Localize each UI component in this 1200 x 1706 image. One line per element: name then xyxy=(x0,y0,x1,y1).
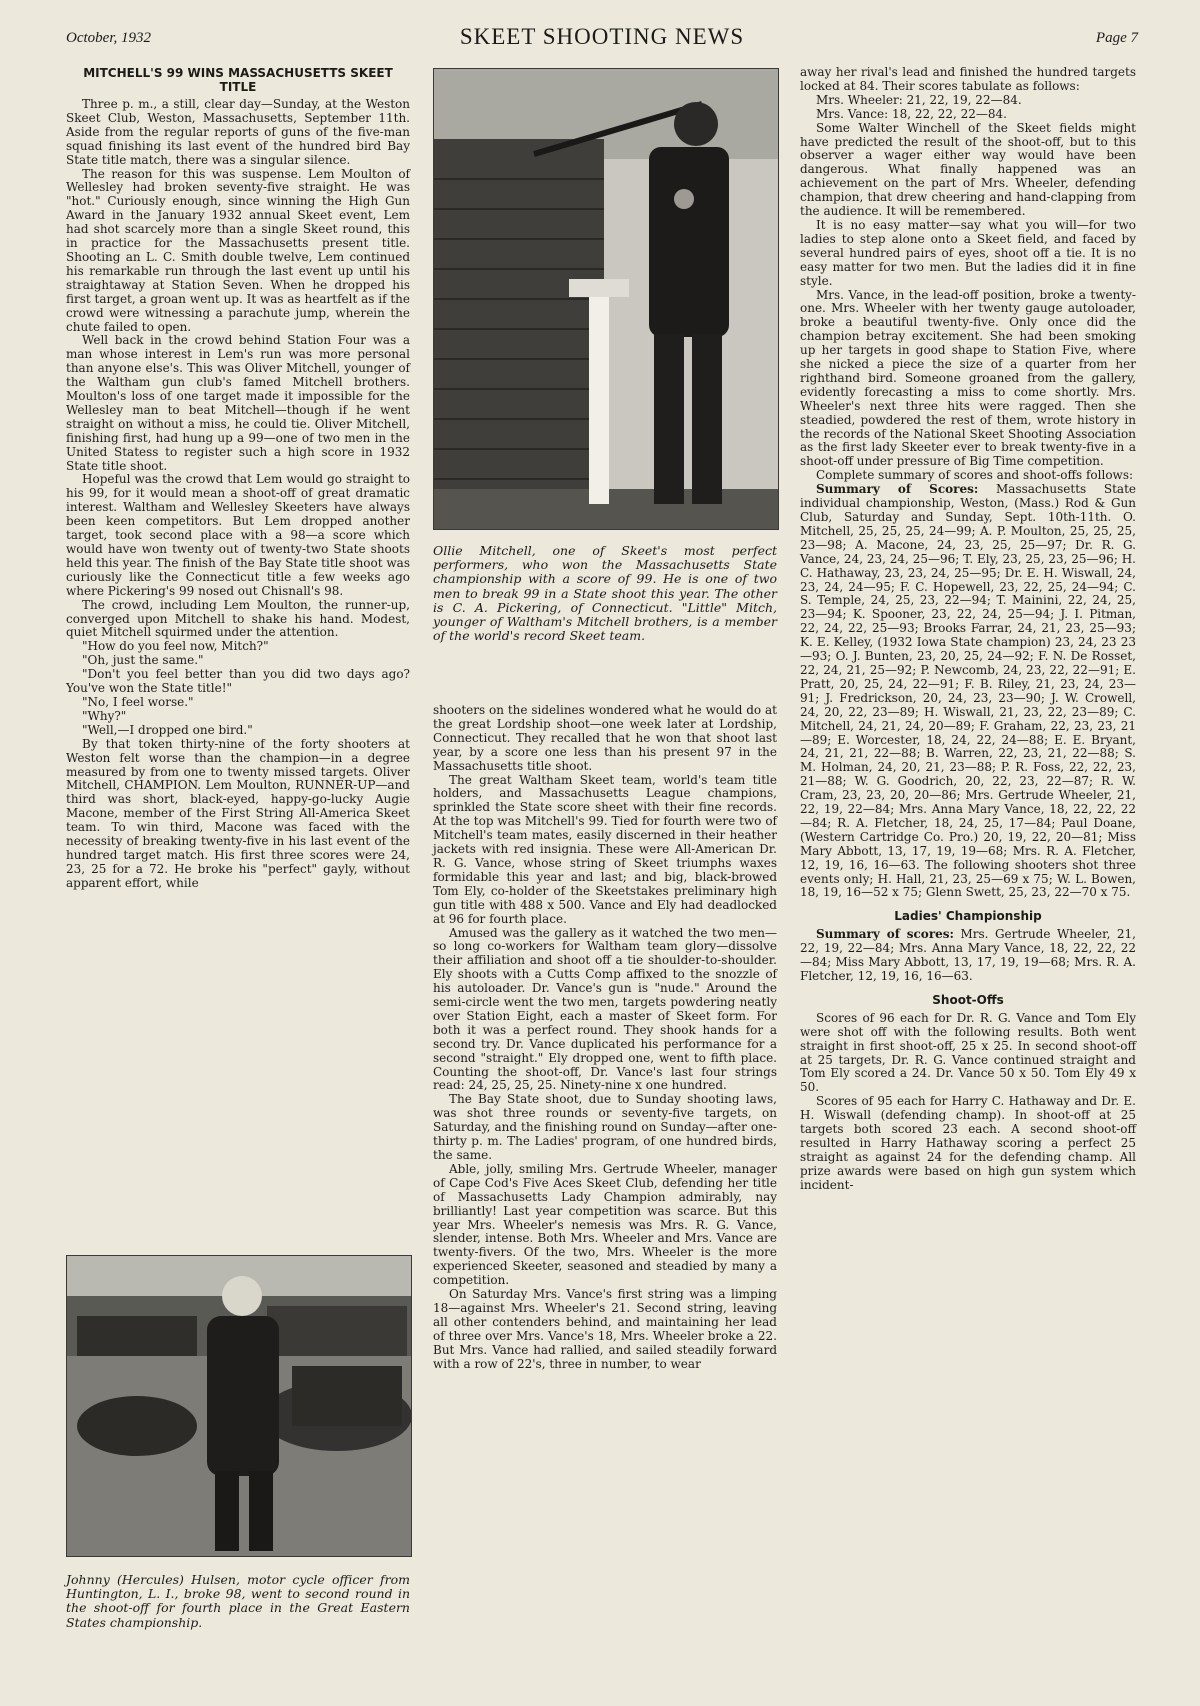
mitchell-photo xyxy=(433,68,779,530)
publication-title: SKEET SHOOTING NEWS xyxy=(459,24,745,49)
paragraph: "Why?" xyxy=(82,708,127,723)
paragraph: Three p. m., a still, clear day—Sunday, at the Weston Skeet Club, Weston, Massachusetts, September 11th. Aside from the regular reports of guns of the five-man squad finishing its last event of the hundred bird Bay State title match, there was a singular silence. xyxy=(66,97,410,167)
page-header xyxy=(66,22,1138,56)
hulsen-photo-image xyxy=(67,1256,411,1556)
shootoffs-heading: Shoot-Offs xyxy=(932,992,1004,1007)
column-1 xyxy=(66,66,410,891)
mitchell-photo-caption: Ollie Mitchell, one of Skeet's most perfect performers, who won the Massachusetts State championship with a score of 99. He is one of two men to break 99 in a State shoot this year. The other is C. A. Pickering, of Connecticut. "Little" Mitch, younger of Waltham's Mitchell brothers, is a member of the world's record Skeet team. xyxy=(433,543,777,644)
paragraph: The crowd, including Lem Moulton, the runner-up, converged upon Mitchell to shake his hand. Modest, quiet Mitchell squirmed under the attention. xyxy=(66,597,410,640)
ladies-text: Mrs. Gertrude Wheeler, 21, 22, 19, 22—84; Mrs. Anna Mary Vance, 18, 22, 22, 22—84; Miss Mary Abbott, 13, 17, 19, 19—68; Mrs. R. A. Fletcher, 12, 19, 16, 16—63. xyxy=(800,927,1136,983)
paragraph: "Oh, just the same." xyxy=(82,653,204,668)
paragraph: Some Walter Winchell of the Skeet fields might have predicted the result of the shoot-off, but to this observer a wager either way would have been dangerous. What finally happened was an achievement on the part of Mrs. Wheeler, defending champion, that drew cheering and hand-clapping from the audience. It will be remembered. xyxy=(800,120,1136,219)
hulsen-photo xyxy=(66,1255,412,1557)
paragraph: away her rival's lead and finished the hundred targets locked at 84. Their scores tabulate as follows: xyxy=(800,65,1136,93)
paragraph: Scores of 95 each for Harry C. Hathaway and Dr. E. H. Wiswall (defending champ). In shoot-off at 25 targets both scored 23 each. A second shoot-off resulted in Harry Hathaway scoring a perfect 25 straight as against 24 for the defending champ. All prize awards were based on high gun system which incident- xyxy=(800,1094,1136,1192)
mitchell-photo-image xyxy=(434,69,778,529)
paragraph: "Well,—I dropped one bird." xyxy=(82,722,253,737)
paragraph: "No, I feel worse." xyxy=(82,694,194,709)
paragraph: shooters on the sidelines wondered what he would do at the great Lordship shoot—one week later at Lordship, Connecticut. They recalled that he won that shoot last year, by a score one less than his present 97 in the Massachusetts title shoot. xyxy=(433,703,777,773)
score-line: Mrs. Wheeler: 21, 22, 19, 22—84. xyxy=(816,92,1022,107)
paragraph: On Saturday Mrs. Vance's first string was a limping 18—against Mrs. Wheeler's 21. Second string, leaving all other contenders behind, and maintaining her lead of three over Mrs. Vance's 18, Mrs. Wheeler broke a 22. But Mrs. Vance had rallied, and sailed steadily forward with a row of 22's, three in number, to wear xyxy=(433,1287,777,1371)
paragraph: Amused was the gallery as it watched the two men—so long co-workers for Waltham team glory—dissolve their affiliation and shoot off a tie shoulder-to-shoulder. Ely shoots with a Cutts Comp affixed to the snozzle of his autoloader. Dr. Vance's gun is "nude." Around the semi-circle went the two men, targets powdering neatly over Station Eight, each a master of Skeet form. For both it was a perfect round. They shook hands for a second try. Dr. Vance duplicated his performance for a second "straight." Ely dropped one, went to fifth place. Counting the shoot-off, Dr. Vance's last four strings read: 24, 25, 25, 25. Ninety-nine x one hundred. xyxy=(433,925,777,1093)
paragraph: It is no easy matter—say what you will—for two ladies to step alone onto a Skeet field, and faced by several hundred pairs of eyes, shoot off a tie. It is no easy matter for two men. But the ladies did it in fine style. xyxy=(800,217,1136,288)
summary-text: Massachusetts State individual championship, Weston, (Mass.) Rod & Gun Club, Saturday and Sunday, Sept. 10th-11th. O. Mitchell, 25, 25, 25, 24—99; A. P. Moulton, 25, 25, 25, 23—98; A. Macone, 24, 23, 25, 25—97; Dr. R. G. Vance, 24, 23, 24, 25—96; T. Ely, 23, 25, 23, 25—96; H. C. Hathaway, 23, 23, 24, 25—95; Dr. E. H. Wiswall, 24, 23, 24, 24—95; F. C. Hopewell, 23, 22, 25, 24—94; C. S. Temple, 24, 25, 23, 22—94; T. Mainini, 22, 24, 25, 23—94; K. Spooner, 23, 22, 24, 25—94; J. I. Pitman, 22, 24, 22, 25—93; Brooks Farrar, 24, 21, 23, 25—93; K. E. Kelley, (1932 Iowa State champion) 23, 24, 23 23—93; O. J. Bunten, 23, 20, 25, 24—92; F. N. De Rosset, 22, 24, 21, 25—92; P. Newcomb, 24, 23, 22, 22—91; E. Pratt, 20, 25, 24, 22—91; F. B. Riley, 21, 23, 24, 23—91; J. Fredrickson, 20, 24, 23, 23—90; J. W. Crowell, 24, 20, 22, 23—89; H. Wiswall, 21, 23, 22, 23—89; C. Mitchell, 24, 21, 24, 20—89; F. Graham, 22, 23, 23, 21—89; E. Worcester, 18, 24, 22, 24—88; E. E. Bryant, 24, 21, 21, 22—88; B. Warren, 22, 23, 21, 22—88; S. M. Holman, 24, 20, 21, 23—88; P. R. Foss, 22, 22, 23, 21—88; W. G. Goodrich, 20, 22, 23, 22—87; R. W. Cram, 23, 23, 20, 20—86; Mrs. Gertrude Wheeler, 21, 22, 19, 22—84; Mrs. Anna Mary Vance, 18, 22, 22, 22—84; R. A. Fletcher, 18, 24, 25, 17—84; Paul Doane, (Western Cartridge Co. Pro.) 20, 19, 22, 20—81; Miss Mary Abbott, 13, 17, 19, 19—68; Mrs. R. A. Fletcher, 12, 19, 16, 16—63. The following shooters shot three events only; H. Hall, 21, 23, 25—69 x 75; W. L. Bowen, 18, 19, 16—52 x 75; Glenn Swett, 25, 23, 22—70 x 75. xyxy=(800,482,1136,900)
paragraph: Well back in the crowd behind Station Four was a man whose interest in Lem's run was more personal than anyone else's. This was Oliver Mitchell, younger of the Waltham gun club's famed Mitchell brothers. Moulton's loss of one target made it impossible for the Wellesley man to beat Mitchell—though if he went straight on without a miss, he could tie. Oliver Mitchell, finishing first, had hung up a 99—one of two men in the United Statess to register such a high score in 1932 State title shoot. xyxy=(66,333,410,473)
paragraph: "How do you feel now, Mitch?" xyxy=(82,639,269,654)
paragraph: Scores of 96 each for Dr. R. G. Vance and Tom Ely were shot off with the following results. Both went straight in first shoot-off, 25 x 25. In second shoot-off at 25 targets, Dr. R. G. Vance continued straight and Tom Ely scored a 24. Dr. Vance 50 x 50. Tom Ely 49 x 50. xyxy=(800,1010,1136,1095)
paragraph: Complete summary of scores and shoot-offs follows: xyxy=(816,468,1134,483)
paragraph: "Don't you feel better than you did two days ago? You've won the State title!" xyxy=(66,667,410,696)
paragraph: The great Waltham Skeet team, world's team title holders, and Massachusetts League champions, sprinkled the State score sheet with their fine records. At the top was Mitchell's 99. Tied for fourth were two of Mitchell's team mates, easily discerned in their heather jackets with red insignia. These were All-American Dr. R. G. Vance, whose string of Skeet triumphs waxes formidable this year and last; and big, black-browed Tom Ely, co-holder of the Skeetstakes preliminary high gun title with 488 x 500. Vance and Ely had deadlocked at 96 for fourth place. xyxy=(433,772,777,926)
paragraph: Able, jolly, smiling Mrs. Gertrude Wheeler, manager of Cape Cod's Five Aces Skeet Club, defending her title of Massachusetts Lady Champion admirably, nay brilliantly! Last year competition was scarce. But this year Mrs. Wheeler's nemesis was Mrs. R. G. Vance, slender, intense. Both Mrs. Wheeler and Mrs. Vance are twenty-fivers. Of the two, Mrs. Wheeler is the more experienced Skeeter, seasoned and steadied by many a competition. xyxy=(433,1161,777,1288)
paragraph: Hopeful was the crowd that Lem would go straight to his 99, for it would mean a shoot-off of great dramatic interest. Waltham and Wellesley Skeeters have always been keen competitors. But Lem dropped another target, took second place with a 98—a score which would have won twenty out of twenty-two State shoots held this year. The finish of the Bay State title shoot was curiously like the Connecticut title a few weeks ago where Pickering's 99 nosed out Chisnall's 98. xyxy=(66,472,410,598)
ladies-paragraph xyxy=(800,928,1136,984)
summary-paragraph xyxy=(800,483,1136,900)
paragraph: The Bay State shoot, due to Sunday shooting laws, was shot three rounds or seventy-five targets, on Saturday, and the finishing round on Sunday—after one-thirty p. m. The Ladies' program, of one hundred birds, the same. xyxy=(433,1092,777,1162)
column-2 xyxy=(433,704,777,1372)
paragraph: Mrs. Vance, in the lead-off position, broke a twenty-one. Mrs. Wheeler with her twenty gauge autoloader, broke a beautiful twenty-five. Only once did the champion betray excitement. She had been smoking up her targets in good shape to Station Five, where she nicked a piece the size of a quarter from her righthand bird. Someone groaned from the gallery, evidently forecasting a miss to come shortly. Mrs. Wheeler's next three hits were ragged. Then she steadied, powdered the rest of them, wrote history in the records of the National Skeet Shooting Association as the first lady Skeeter ever to break twenty-five in a shoot-off under pressure of Big Time competition. xyxy=(800,287,1136,469)
summary-lead: Summary of Scores: xyxy=(816,482,979,497)
ladies-lead: Summary of scores: xyxy=(816,927,954,942)
ladies-heading: Ladies' Championship xyxy=(894,909,1042,924)
paragraph: By that token thirty-nine of the forty shooters at Weston felt worse than the champion—in a degree measured by from one to twenty missed targets. Oliver Mitchell, CHAMPION. Lem Moulton, RUNNER-UP—and third was short, black-eyed, happy-go-lucky Augie Macone, member of the First String All-America Skeet team. To win third, Macone was faced with the necessity of breaking twenty-five in his last event of the hundred target match. His first three scores were 24, 23, 25 for a 72. He broke his "perfect" gayly, without apparent effort, while xyxy=(66,736,410,890)
paragraph: The reason for this was suspense. Lem Moulton of Wellesley had broken seventy-five straight. He was "hot." Curiously enough, since winning the High Gun Award in the January 1932 annual Skeet event, Lem had shot scarcely more than a single Skeet round, this in practice for the Massachusetts present title. Shooting an L. C. Smith double twelve, Lem continued his remarkable run through the last event up until his straightaway at Station Seven. When he dropped his first target, a groan went up. It was as heartfelt as if the crowd were witnessing a parachute jump, wherein the chute failed to open. xyxy=(66,166,410,334)
score-line: Mrs. Vance: 18, 22, 22, 22—84. xyxy=(816,106,1007,121)
column-3 xyxy=(800,66,1136,1193)
issue-date: October, 1932 xyxy=(66,30,151,46)
article-headline: MITCHELL'S 99 WINS MASSACHUSETTS SKEET TITLE xyxy=(83,66,393,94)
hulsen-photo-caption: Johnny (Hercules) Hulsen, motor cycle officer from Huntington, L. I., broke 98, went to second round in the shoot-off for fourth place in the Great Eastern States championship. xyxy=(66,1572,410,1630)
page-number: Page 7 xyxy=(1095,30,1138,46)
